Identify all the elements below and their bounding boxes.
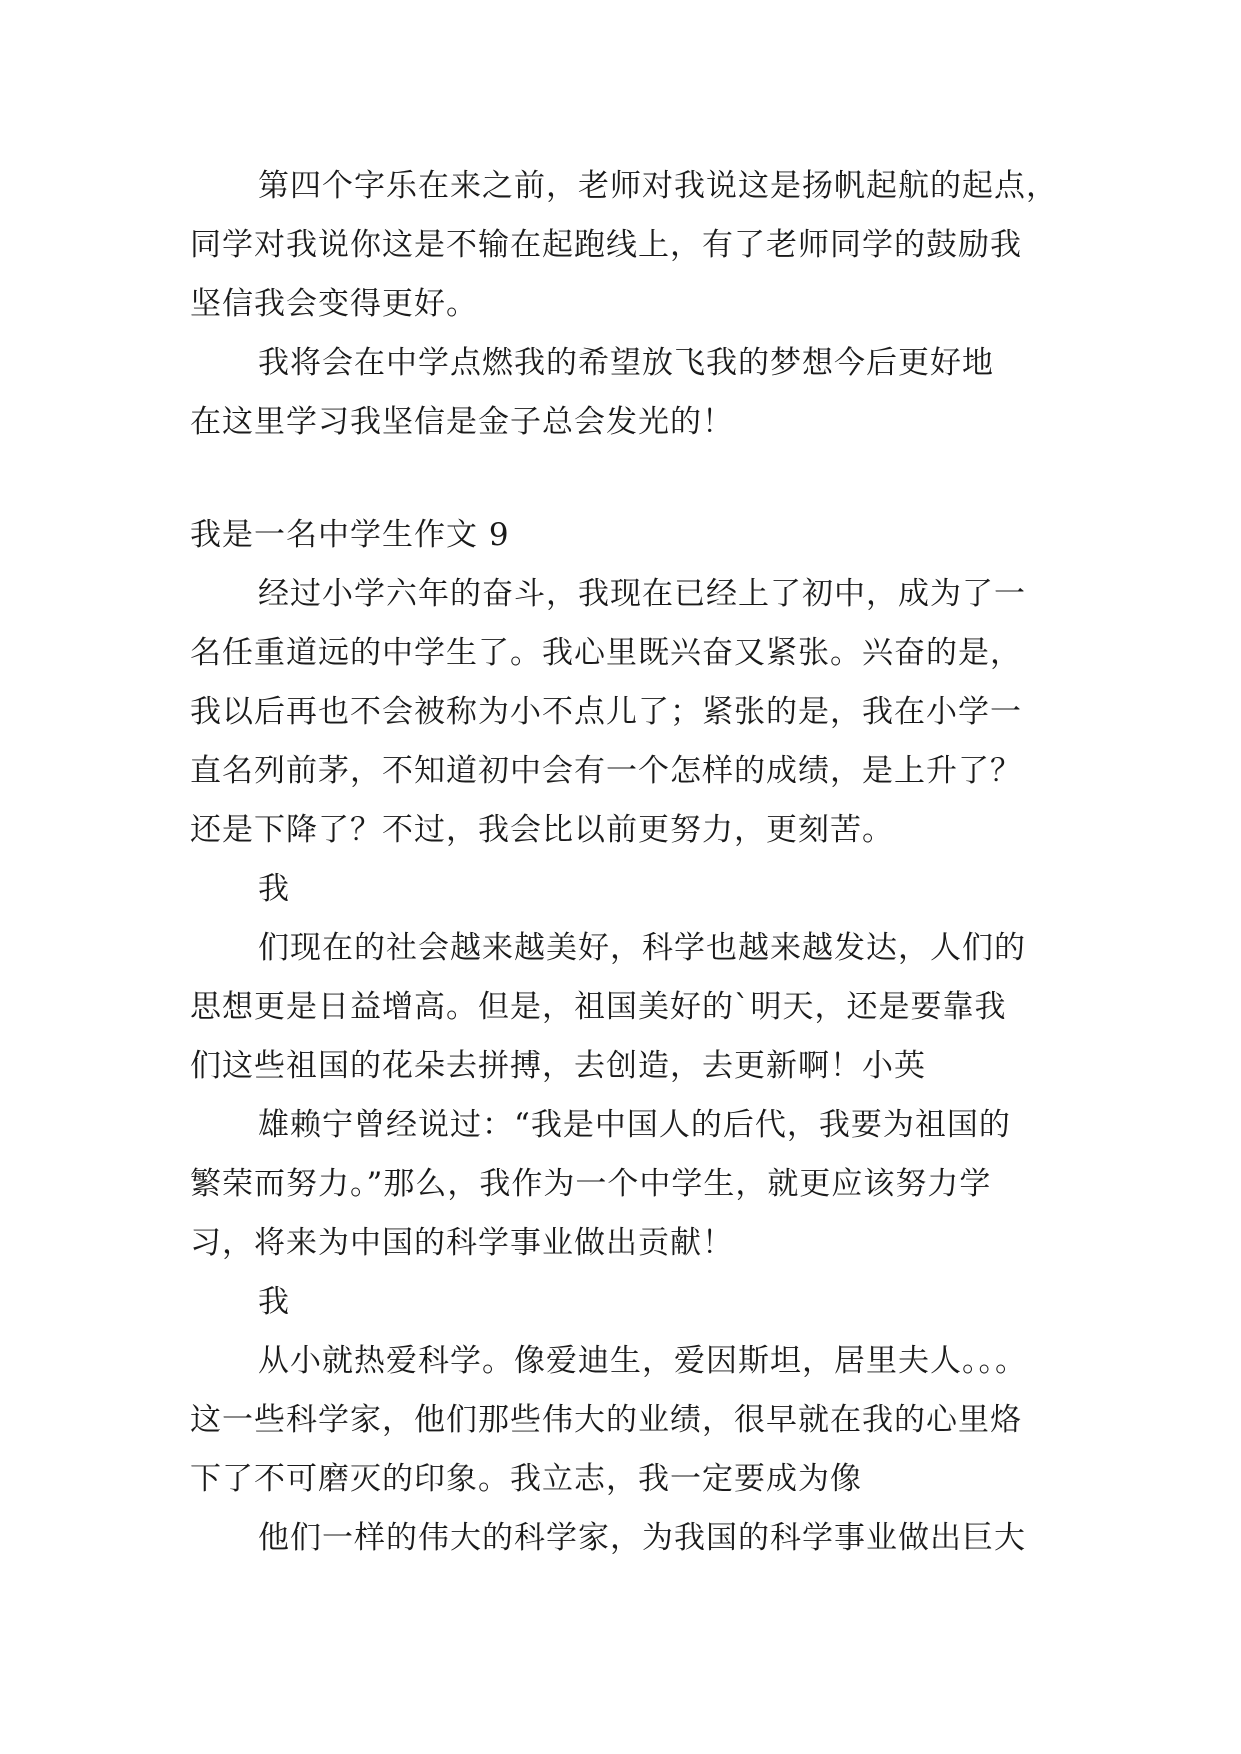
text-line: 下了不可磨灭的印象。我立志，我一定要成为像 <box>190 1461 862 1497</box>
text-line: 在这里学习我坚信是金子总会发光的！ <box>190 404 734 440</box>
text-line: 们这些祖国的花朵去拼搏，去创造，去更新啊！小英 <box>190 1048 926 1084</box>
text-line: 同学对我说你这是不输在起跑线上，有了老师同学的鼓励我 <box>190 227 1022 263</box>
text-line: 他们一样的伟大的科学家，为我国的科学事业做出巨大 <box>258 1520 1026 1556</box>
text-line: 从小就热爱科学。像爱迪生，爱因斯坦，居里夫人。。。 <box>258 1343 1027 1379</box>
section-heading: 我是一名中学生作文 9 <box>190 517 510 553</box>
text-line: 繁荣而努力。”那么，我作为一个中学生，就更应该努力学 <box>190 1166 992 1202</box>
text-line: 经过小学六年的奋斗，我现在已经上了初中，成为了一 <box>258 576 1026 612</box>
text-line: 我以后再也不会被称为小不点儿了；紧张的是，我在小学一 <box>190 694 1022 730</box>
text-line: 们现在的社会越来越美好，科学也越来越发达，人们的 <box>258 930 1026 966</box>
text-line: 还是下降了？不过，我会比以前更努力，更刻苦。 <box>190 812 894 848</box>
text-line: 直名列前茅，不知道初中会有一个怎样的成绩，是上升了？ <box>190 753 1022 789</box>
text-line: 我将会在中学点燃我的希望放飞我的梦想今后更好地 <box>258 345 994 381</box>
text-line: 思想更是日益增高。但是，祖国美好的`明天，还是要靠我 <box>190 989 1007 1025</box>
text-line: 这一些科学家，他们那些伟大的业绩，很早就在我的心里烙 <box>190 1402 1022 1438</box>
text-line: 雄赖宁曾经说过：“我是中国人的后代，我要为祖国的 <box>258 1107 1011 1143</box>
text-line: 习，将来为中国的科学事业做出贡献！ <box>190 1225 734 1261</box>
text-line: 我 <box>258 871 290 907</box>
text-line: 我 <box>258 1284 290 1320</box>
text-line: 坚信我会变得更好。 <box>190 286 478 322</box>
text-line: 第四个字乐在来之前，老师对我说这是扬帆起航的起点， <box>258 168 1058 204</box>
text-line: 名任重道远的中学生了。我心里既兴奋又紧张。兴奋的是， <box>190 635 1022 671</box>
